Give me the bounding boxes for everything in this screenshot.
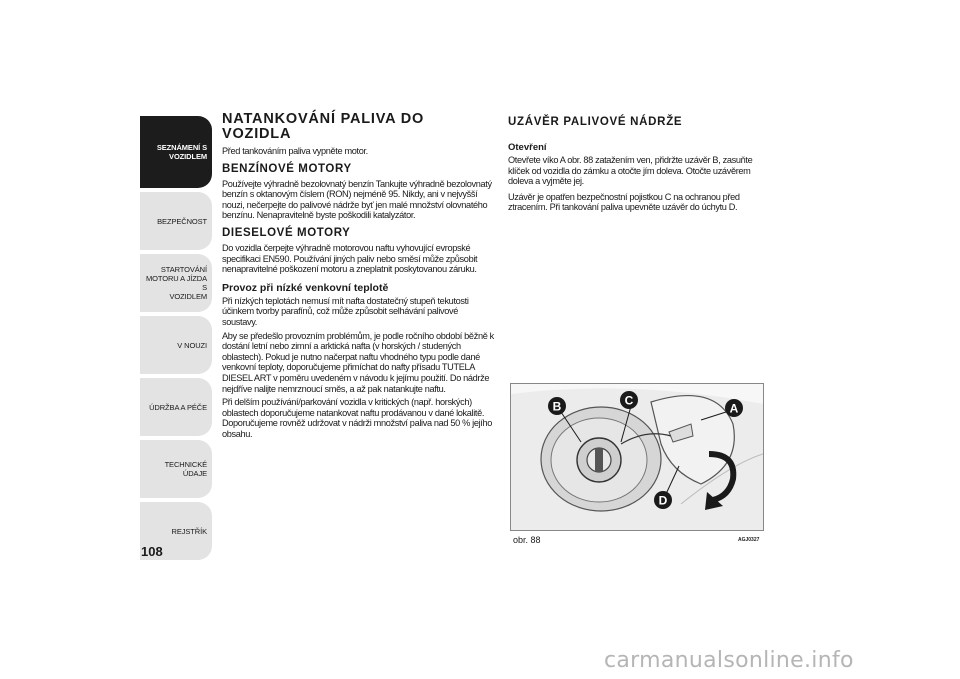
label-c: C [624,393,634,408]
right-column [508,112,766,216]
watermark: carmanualsonline.info [604,648,854,673]
page-number: 108 [141,544,163,559]
label-a: A [729,401,739,416]
label-b-marker [548,397,566,415]
diesel-text: Do vozidla čerpejte výhradně motorovou naftu vyhovující evropské specifikaci EN590. Používání jiných paliv nebo směsí může způsobit nenapravitelné poškození motoru a zneplatnit poskytovanou záruku. [222,242,478,275]
tab-label: ÚDRŽBA A PÉČE [149,402,207,412]
intro-text: Před tankováním paliva vypněte motor. [222,146,368,156]
cold-text-2: Aby se předešlo provozním problémům, je podle ročního období běžně k dostání letní nebo zimní a arktická nafta (v horských / studených oblastech). Pokud je nutno načerpat naftu vhodného typu podle dané venkovní teploty, doporučujeme přimíchat do nafty přísadu TUTELA DIESEL ART v poměru uvedeném v návodu k jejímu použití. Do nádrže nejdříve nalijte nemrznoucí směs, a až pak natankujte naftu. [222,330,494,394]
tab-startovani[interactable] [140,254,212,312]
cold-text-1: Při nízkých teplotách nemusí mít nafta dostatečný stupeň tekutosti účinkem tvorby parafínů, což může způsobit selhávání palivové soustavy. [222,295,469,327]
fuel-cap-figure [510,383,764,531]
figure-code: AGJ0327 [738,537,760,543]
cold-text-3: Při delším používání/parkování vozidla v kritických (např. horských) oblastech doporučujeme natankovat naftu prodávanou v dané lokalitě. Doporučujeme rovněž udržovat v nádrži množství paliva nad 50 % jejího obsahu. [222,397,493,439]
tab-bezpecnost[interactable] [140,192,212,250]
tab-label: REJSTŘÍK [171,526,207,536]
label-b: B [552,399,562,414]
petrol-heading: BENZÍNOVÉ MOTORY [222,162,352,175]
label-d: D [658,493,668,508]
cold-heading: Provoz při nízké venkovní teplotě [222,281,389,294]
fuel-cap-illustration [511,384,763,530]
diesel-heading: DIESELOVÉ MOTORY [222,226,351,239]
figure-caption: obr. 88 [513,535,541,545]
tab-label: TECHNICKÉ ÚDAJE [164,460,207,478]
tab-label: BEZPEČNOST [157,216,207,226]
section-title: NATANKOVÁNÍ PALIVA DO VOZIDLA [222,111,425,142]
chapter-tabs [140,116,212,564]
left-column [222,112,494,442]
tab-label: SEZNÁMENÍ S VOZIDLEM [156,143,207,161]
label-a-marker [725,399,743,417]
tab-label: V NOUZI [177,340,207,350]
tab-v-nouzi[interactable] [140,316,212,374]
tab-label: STARTOVÁNÍ MOTORU A JÍZDA S VOZIDLEM [146,265,207,301]
tab-seznameni[interactable] [140,116,212,188]
open-heading: Otevření [508,142,547,153]
open-text-1: Otevřete víko A obr. 88 zatažením ven, přidržte uzávěr B, zasuňte klíček od vozidla do zámku a otočte jím doleva. Otočte uzávěrem doleva a vyjměte jej. [508,155,753,187]
petrol-text: Používejte výhradně bezolovnatý benzín Tankujte výhradně bezolovnatý benzín s oktanovým číslem (RON) nejméně 95. Nikdy, ani v nejvyšší nouzi, nečerpejte do palivové nádrže byť jen malé množství olovnatého benzínu. Nenapravitelně byste poškodili katalyzátor. [222,178,492,221]
label-d-marker [654,491,672,509]
tab-technicke-udaje[interactable] [140,440,212,498]
label-c-marker [620,391,638,409]
cap-title: UZÁVĚR PALIVOVÉ NÁDRŽE [508,116,683,128]
open-text-2: Uzávěr je opatřen bezpečnostní pojistkou C na ochranou před ztracením. Při tankování paliva upevněte uzávěr do úchytu D. [508,191,740,213]
tab-udrzba[interactable] [140,378,212,436]
